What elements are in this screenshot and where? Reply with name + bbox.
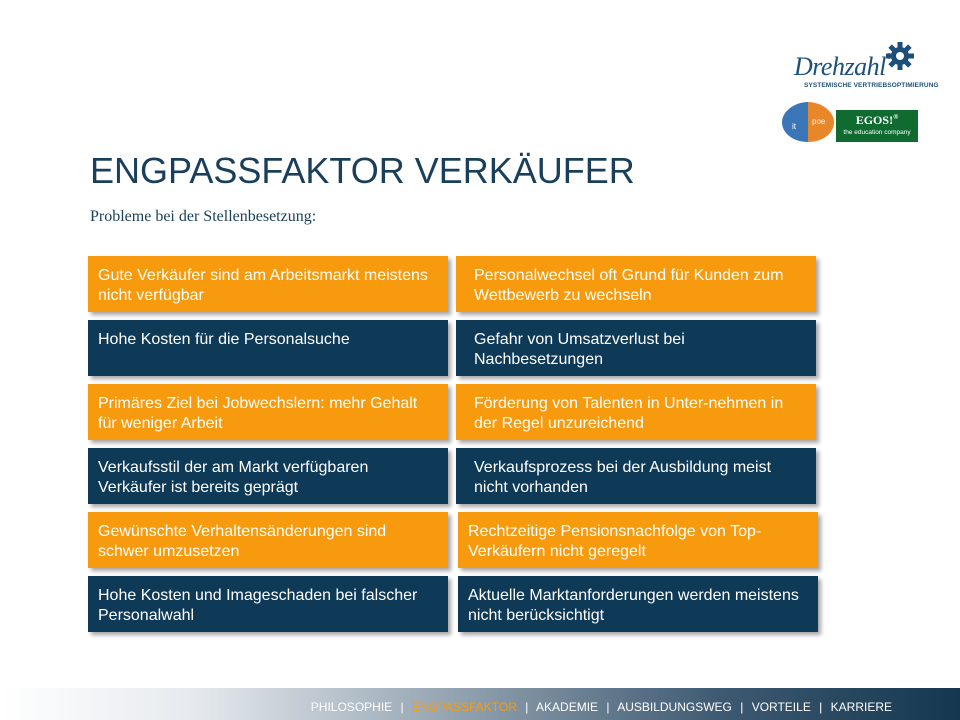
problem-card: Hohe Kosten und Imageschaden bei falscher Personalwahl [88,576,448,632]
itpoe-logo [780,98,836,144]
nav-separator: | [740,700,744,714]
drehzahl-logo: Drehzahl [794,52,886,81]
egos-logo: EGOS!® the education company [836,110,918,142]
nav-engpassfaktor[interactable]: ENGPASSFAKTOR [411,700,517,714]
nav-philosophie[interactable]: PHILOSOPHIE [310,700,393,714]
problem-card: Primäres Ziel bei Jobwechslern: mehr Gehalt für weniger Arbeit [88,384,448,440]
problem-card: Aktuelle Marktanforderungen werden meistens nicht berücksichtigt [458,576,818,632]
problem-card: Personalwechsel oft Grund für Kunden zum Wettbewerb zu wechseln [456,256,816,312]
problem-card: Hohe Kosten für die Personalsuche [88,320,448,376]
footer-nav [311,700,892,714]
nav-ausbildungsweg[interactable]: AUSBILDUNGSWEG [617,700,732,714]
nav-separator: | [819,700,823,714]
problem-card: Gefahr von Umsatzverlust bei Nachbesetzungen [456,320,816,376]
page-title: ENGPASSFAKTOR VERKÄUFER [90,150,635,191]
nav-akademie[interactable]: AKADEMIE [536,700,599,714]
problem-card: Förderung von Talenten in Unter-nehmen in der Regel unzureichend [456,384,816,440]
itpoe-it-text: it [792,122,796,131]
problem-card: Gute Verkäufer sind am Arbeitsmarkt meistens nicht verfügbar [88,256,448,312]
itpoe-poe-text: poe [812,117,826,126]
nav-separator: | [400,700,404,714]
problem-card: Verkaufsstil der am Markt verfügbaren Verkäufer ist bereits geprägt [88,448,448,504]
page-subtitle: Probleme bei der Stellenbesetzung: [90,208,317,225]
problem-card: Rechtzeitige Pensionsnachfolge von Top-Verkäufern nicht geregelt [458,512,818,568]
nav-separator: | [525,700,529,714]
gear-icon [884,40,916,72]
problem-card: Gewünschte Verhaltensänderungen sind schwer umzusetzen [88,512,448,568]
problem-card: Verkaufsprozess bei der Ausbildung meist nicht vorhanden [456,448,816,504]
nav-karriere[interactable]: KARRIERE [830,700,892,714]
logo-tagline: SYSTEMISCHE VERTRIEBSOPTIMIERUNG [804,82,939,89]
logo-area [780,38,939,148]
nav-vorteile[interactable]: VORTEILE [751,700,811,714]
nav-separator: | [606,700,610,714]
